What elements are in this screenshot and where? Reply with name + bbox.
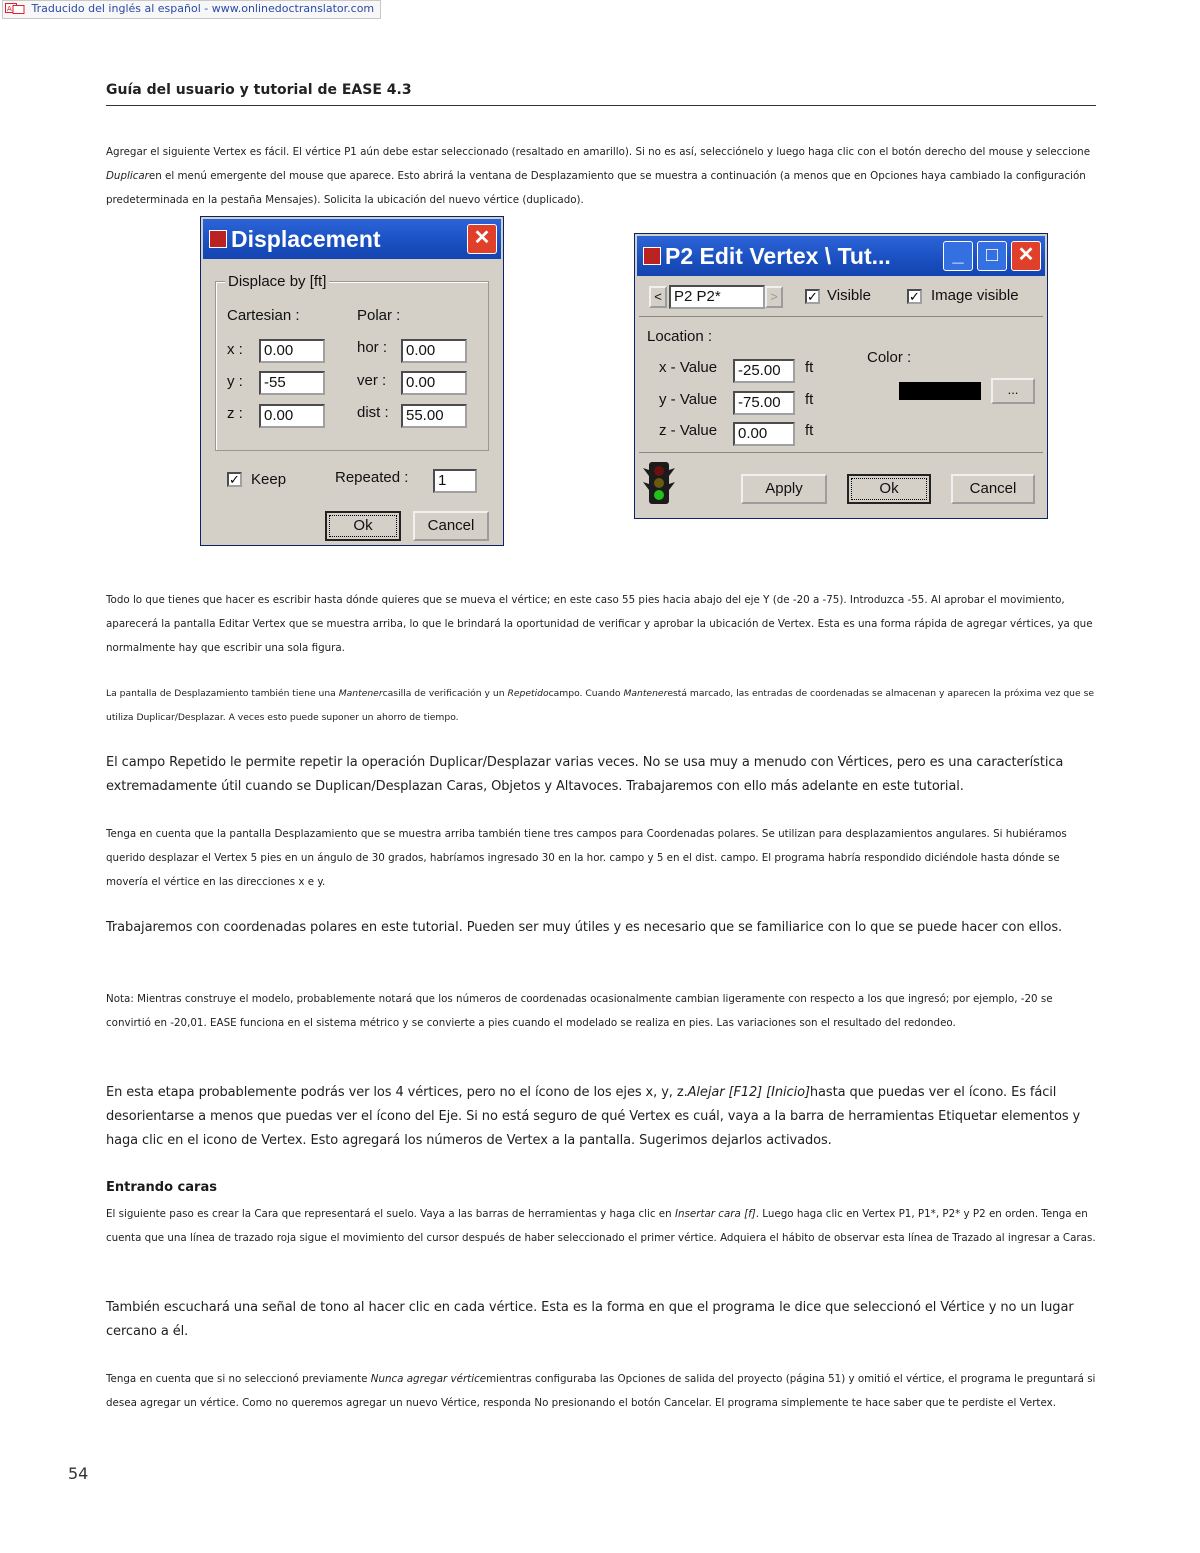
traffic-light-icon — [641, 460, 677, 506]
app-icon — [643, 247, 661, 265]
z-unit: ft — [805, 422, 814, 439]
p2-text-b: casilla de verificación y un — [382, 688, 508, 699]
ok-button[interactable]: Ok — [325, 511, 401, 541]
x-unit: ft — [805, 359, 814, 376]
p7-text-a: En esta etapa probablemente podrás ver los 4 vértices, pero no el ícono de los ejes x, y, z. — [106, 1085, 688, 1100]
y-value-label: y - Value — [659, 391, 718, 408]
translator-banner[interactable] — [2, 0, 381, 19]
close-button[interactable]: ✕ — [467, 224, 497, 254]
p2-text-a: La pantalla de Desplazamiento también tiene una — [106, 688, 339, 699]
polar-label: Polar : — [357, 307, 401, 324]
close-button[interactable]: ✕ — [1011, 241, 1041, 271]
z-value-input[interactable]: 0.00 — [733, 422, 795, 446]
intro-text: Agregar el siguiente Vertex es fácil. El vértice P1 aún debe estar seleccionado (resaltado en amarillo). Si no es así, selecciónelo y luego haga clic con el botón derecho del mouse y seleccione — [106, 146, 1091, 158]
paragraph-3: El campo Repetido le permite repetir la operación Duplicar/Desplazar varias veces. No se usa muy a menudo con Vértices, pero es una característica extremadamente útil cuando se Duplican/Desplazan Caras, Objetos y Altavoces. Trabajaremos con ello más adelante en este tutorial. — [106, 755, 1064, 794]
x-label: x : — [227, 341, 243, 358]
hor-label: hor : — [357, 339, 388, 356]
hor-input[interactable]: 0.00 — [401, 339, 467, 363]
repeated-input[interactable]: 1 — [433, 469, 477, 493]
p10-text-b: mientras configuraba las Opciones de salida del proyecto (página 51) y omitió el vértice, el programa le preguntará si desea agregar un vértice. Como no queremos agregar un nuevo Vértice, responda No presionando el botón Cancelar. El programa simplemente te hace saber que te perdiste el Vertex. — [106, 1373, 1096, 1409]
y-value-input[interactable]: -75.00 — [733, 391, 795, 415]
apply-button[interactable]: Apply — [741, 474, 827, 504]
paragraph-9: También escuchará una señal de tono al hacer clic en cada vértice. Esta es la forma en que el programa le dice que seleccionó el Vértice y no un lugar cercano a él. — [106, 1300, 1074, 1339]
z-input[interactable]: 0.00 — [259, 404, 325, 428]
paragraph-5: Trabajaremos con coordenadas polares en este tutorial. Pueden ser muy útiles y es necesario que se familiarice con lo que se puede hacer con ellos. — [106, 920, 1063, 935]
p2-text-d: está marcado, las entradas de coordenadas se almacenan y aparecen la próxima vez que se utiliza Duplicar/Desplazar. A veces esto puede suponer un ahorro de tiempo. — [106, 688, 1095, 723]
y-label: y : — [227, 373, 243, 390]
intro-paragraph — [106, 140, 1096, 212]
p10-text-a: Tenga en cuenta que si no seleccionó previamente — [106, 1373, 371, 1385]
p2-italic-1: Mantener — [338, 688, 383, 699]
p8-text-a: El siguiente paso es crear la Cara que representará el suelo. Vaya a las barras de herramientas y haga clic en — [106, 1208, 675, 1220]
p2-italic-3: Mantener — [623, 688, 668, 699]
cancel-button[interactable]: Cancel — [951, 474, 1035, 504]
document-title: Guía del usuario y tutorial de EASE 4.3 — [106, 82, 412, 98]
image-visible-label: Image visible — [931, 287, 1019, 304]
intro-italic: Duplicar — [106, 170, 149, 182]
section-heading: Entrando caras — [106, 1180, 217, 1195]
cancel-button[interactable]: Cancel — [413, 511, 489, 541]
x-value-input[interactable]: -25.00 — [733, 359, 795, 383]
intro-text-2: en el menú emergente del mouse que aparece. Esto abrirá la ventana de Desplazamiento que se muestra a continuación (a menos que en Opciones haya cambiado la configuración predeterminada en la pestaña Mensajes). Solicita la ubicación del nuevo vértice (duplicado). — [106, 170, 1086, 206]
p10-italic: Nunca agregar vértice — [370, 1373, 487, 1385]
p7-italic: Alejar [F12] [Inicio] — [687, 1085, 810, 1100]
displace-group-label: Displace by [ft] — [225, 273, 329, 290]
x-value-label: x - Value — [659, 359, 718, 376]
paragraph-1: Todo lo que tienes que hacer es escribir hasta dónde quieres que se mueva el vértice; en este caso 55 pies hacia abajo del eje Y (de -20 a -75). Introduzca -55. Al aprobar el movimiento, aparecerá la pantalla Editar Vertex que se muestra arriba, lo que le brindará la oportunidad de verificar y aprobar la ubicación de Vertex. Esta es una forma rápida de agregar vértices, ya que normalmente hay que escribir una sola figura. — [106, 594, 1093, 654]
page-number: 54 — [68, 1464, 89, 1483]
vertex-name-field[interactable]: P2 P2* — [669, 285, 765, 309]
visible-checkbox[interactable]: ✓ — [805, 289, 820, 304]
z-label: z : — [227, 405, 243, 422]
keep-checkbox[interactable]: ✓ — [227, 472, 242, 487]
paragraph-10 — [106, 1367, 1096, 1415]
image-visible-checkbox[interactable]: ✓ — [907, 289, 922, 304]
edit-vertex-title-bar[interactable] — [637, 236, 1045, 276]
separator-top — [639, 316, 1043, 317]
dist-label: dist : — [357, 404, 389, 421]
y-input[interactable]: -55 — [259, 371, 325, 395]
maximize-button[interactable]: □ — [977, 241, 1007, 271]
color-picker-button[interactable]: ... — [991, 378, 1035, 404]
repeated-label: Repeated : — [335, 469, 409, 486]
keep-label: Keep — [251, 471, 287, 488]
x-input[interactable]: 0.00 — [259, 339, 325, 363]
ver-input[interactable]: 0.00 — [401, 371, 467, 395]
translator-banner-text: Traducido del inglés al español - www.onlinedoctranslator.com — [31, 2, 375, 15]
paragraph-4: Tenga en cuenta que la pantalla Desplazamiento que se muestra arriba también tiene tres campos para Coordenadas polares. Se utilizan para desplazamientos angulares. Si hubiéramos querido desplazar el Vertex 5 pies en un ángulo de 30 grados, habríamos ingresado 30 en la hor. campo y 5 en el dist. campo. El programa habría respondido diciéndole hasta dónde se movería el vértice en las direcciones x e y. — [106, 828, 1067, 888]
color-label: Color : — [867, 349, 912, 366]
p8-italic: Insertar cara [f] — [674, 1208, 756, 1220]
paragraph-6: Nota: Mientras construye el modelo, probablemente notará que los números de coordenadas ocasionalmente cambian ligeramente con respecto a los que ingresó; por ejemplo, -20 se convirtió en -20,01. EASE funciona en el sistema métrico y se convierte a pies cuando el modelado se realiza en pies. Las variaciones son el resultado del redondeo. — [106, 993, 1053, 1029]
p2-text-c: campo. Cuando — [548, 688, 624, 699]
edit-vertex-title: P2 Edit Vertex \ Tut... — [665, 243, 891, 269]
z-value-label: z - Value — [659, 422, 718, 439]
y-unit: ft — [805, 391, 814, 408]
prev-vertex-button[interactable]: < — [649, 286, 667, 308]
dist-input[interactable]: 55.00 — [401, 404, 467, 428]
p8-text-b: . Luego haga clic en Vertex P1, P1*, P2* y P2 en orden. Tenga en cuenta que una línea de trazado roja sigue el movimiento del cursor después de haber seleccionado el primer vértice. Adquiera el hábito de observar esta línea de Trazado al ingresar a Caras. — [106, 1208, 1096, 1244]
visible-label: Visible — [827, 287, 871, 304]
separator-bottom — [639, 452, 1043, 453]
edit-vertex-dialog — [634, 233, 1048, 519]
p2-italic-2: Repetido — [507, 688, 549, 699]
ver-label: ver : — [357, 372, 387, 389]
p7-text-b: hasta que puedas ver el ícono. Es fácil desorientarse a menos que puedas ver el ícono del Eje. Si no está seguro de qué Vertex es cuál, vaya a la barra de herramientas Etiquetar elementos y haga clic en el icono de Vertex. Esto agregará los números de Vertex a la pantalla. Sugerimos dejarlos activados. — [106, 1085, 1081, 1148]
minimize-button[interactable]: _ — [943, 241, 973, 271]
displacement-title: Displacement — [231, 226, 381, 252]
cartesian-label: Cartesian : — [227, 307, 300, 324]
translator-logo-icon — [5, 2, 25, 14]
svg-text:A: A — [7, 5, 12, 13]
paragraph-7 — [106, 1081, 1096, 1153]
app-icon — [209, 230, 227, 248]
location-label: Location : — [647, 328, 713, 345]
next-vertex-button[interactable]: > — [765, 286, 783, 308]
displacement-title-bar[interactable] — [203, 219, 501, 259]
displacement-dialog — [200, 216, 504, 546]
color-swatch[interactable] — [899, 382, 981, 400]
paragraph-8 — [106, 1202, 1096, 1250]
paragraph-2 — [106, 682, 1096, 730]
ok-button[interactable]: Ok — [847, 474, 931, 504]
header-rule — [106, 105, 1096, 106]
